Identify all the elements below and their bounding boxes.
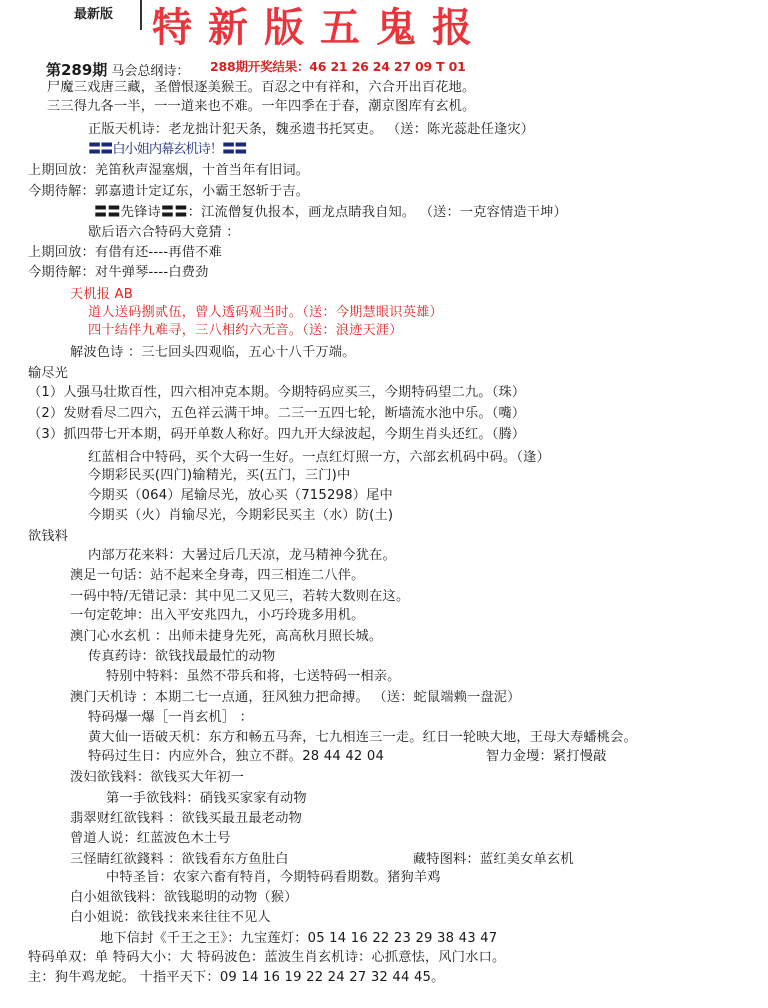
section-lose-all: 输尽光 (28, 366, 69, 381)
tail-line: 今期买（064）尾输尽光，放心买（715298）尾中 (88, 488, 393, 503)
lose-item-3: （3）抓四带七开本期，码开单数人称好。四九开大绿波起，今期生肖头还红。（腾） (28, 427, 526, 442)
issue-heading (46, 59, 189, 80)
macau-heart-line: 澳门心水玄机 ：出师未捷身先死，高高秋月照长城。 (70, 629, 383, 644)
envelope-line: 地下信封《千王之王》：九宝莲灯：05 14 16 22 23 29 38 43 47 (100, 931, 498, 946)
tianjibao-line-1: 道人送码捌贰伍，曾人透码观当时。（送：今期慧眼识英雄） (88, 305, 443, 320)
xiehouyu-heading: 歇后语六合特码大竟猜 ： (88, 225, 240, 240)
poem-line-2: 三三得九各一半，一一道来也不难。一年四季在于春，潮京图库有玄机。 (47, 99, 476, 114)
wanhua-line: 内部万花来料：大暑过后几天凉，龙马精神今犹在。 (88, 548, 396, 563)
master-line: 主：狗牛鸡龙蛇。 十指平天下：09 14 16 19 22 24 27 32 44 45。 (28, 970, 445, 985)
shrew-line: 泼妇欲钱料：欲钱买大年初一 (70, 770, 245, 785)
element-line: 今期买（火）肖输尽光，今期彩民买主（水）防(土) (88, 508, 394, 523)
tianjibao-heading: 天机报 AB (70, 287, 134, 302)
fax-poem-line: 传真药诗：欲钱找最最忙的动物 (88, 649, 276, 664)
last-replay: 上期回放：羌笛秋声湿塞烟，十首当年有旧词。 (28, 163, 310, 178)
today-to-solve: 今期待解：郭嘉遗计定辽东，小霸王怒斩于吉。 (28, 184, 310, 199)
lottery-result: 288期开奖结果：46 21 26 24 27 09 T 01 (210, 59, 466, 74)
imperial-edict-line: 中特圣旨：农家六畜有特肖，今期特码看期数。猪狗羊鸡 (106, 870, 441, 885)
xiehouyu-last: 上期回放：有借有还----再借不难 (28, 245, 222, 260)
single-double-line: 特码单双：单 特码大小：大 特码波色：蓝波生肖玄机诗：心抓意怯，风门水口。 (28, 950, 506, 965)
lose-item-2: （2）发财看尽二四六，五色祥云满干坤。二三一五四七轮，断墙流水池中乐。（嘴） (28, 406, 526, 421)
birthday-line: 特码过生日：内应外合，独立不群。28 44 42 04 (88, 749, 385, 764)
newspaper-title: 特新版五鬼报 (152, 4, 488, 51)
special-line: 特别中特料：虽然不带兵和将，七送特码一相亲。 (106, 669, 401, 684)
explode-heading: 特码爆一爆［一肖玄机］ ： (88, 710, 254, 725)
wave-color-poem: 解波色诗 ：三七回头四观临，五心十八千万端。 (70, 345, 356, 360)
three-monster-line: 三怪睛红欲錢料 ：欲钱看东方鱼肚白 (70, 852, 289, 867)
door-line: 今期彩民买(四门)输精光，买(五门，三门)中 (88, 468, 351, 483)
wisdom-line: 智力金墁：紧打慢敲 (486, 749, 607, 764)
bai-money-line: 白小姐欲钱料：欲钱聪明的动物（猴） (70, 890, 298, 905)
aozu-line: 澳足一句话：站不起来全身毒，四三相连二八伴。 (70, 568, 365, 583)
pioneer-poem: 〓〓先锋诗〓〓：江流僧复仇报本，画龙点睛我自知。 （送：一克容情造干坤） (94, 205, 567, 220)
edition-label: 最新版 (74, 7, 114, 22)
macau-heaven-line: 澳门天机诗 ：本期二七一点通，狂风独力把命搏。 （送：蛇鼠端赖一盘泥） (70, 690, 521, 705)
heavenly-poem: 正版天机诗：老龙拙计犯天条，魏丞遗书托冥吏。 （送：陈光蕊赴任逢灾） (88, 122, 535, 137)
xiehouyu-today: 今期待解：对牛弹琴----白费劲 (28, 265, 209, 280)
section-want-money: 欲钱料 (28, 529, 69, 544)
first-hand-line: 第一手欲钱料：硝钱买家家有动物 (106, 791, 307, 806)
jade-line: 翡翠财红欲钱料 ：欲钱买最丑最老动物 (70, 811, 302, 826)
zeng-line: 曾道人说：红蓝波色木土号 (70, 831, 231, 846)
qiankun-line: 一句定乾坤：出入平安兆四九，小巧玲珑多用机。 (70, 608, 365, 623)
issue-number: 第289期 (46, 61, 108, 79)
header-divider (140, 0, 142, 30)
red-blue-line: 红蓝相合中特码，买个大码一生好。一点红灯照一方，六部玄机码中码。（逢） (88, 450, 550, 465)
issue-subtitle: 马会总纲诗： (111, 64, 190, 79)
lose-item-1: （1）人强马壮欺百性，四六相冲克本期。今期特码应买三，今期特码望二九。（珠） (28, 385, 526, 400)
bai-xiaojie-heading: 〓〓白小姐内幕玄机诗！〓〓 (88, 142, 247, 157)
tianjibao-line-2: 四十结伴九难寻，三八相约六无音。（送：浪迹天涯） (88, 323, 403, 338)
hidden-picture-line: 藏特图料：蓝红美女单玄机 (413, 852, 574, 867)
huang-daxian-line: 黄大仙一语破天机：东方和畅五马奔，七九相连三一走。红日一轮映大地，王母大寿蟠桃会。 (88, 730, 637, 745)
poem-line-1: 尸魔三戏唐三藏，圣僧恨逐美猴王。百忍之中有祥和，六合开出百花地。 (47, 80, 476, 95)
bai-says-line: 白小姐说：欲钱找来来往往不见人 (70, 910, 271, 925)
one-code-line: 一码中特/无错记录：其中见二又见三，若转大数则在这。 (70, 589, 410, 604)
